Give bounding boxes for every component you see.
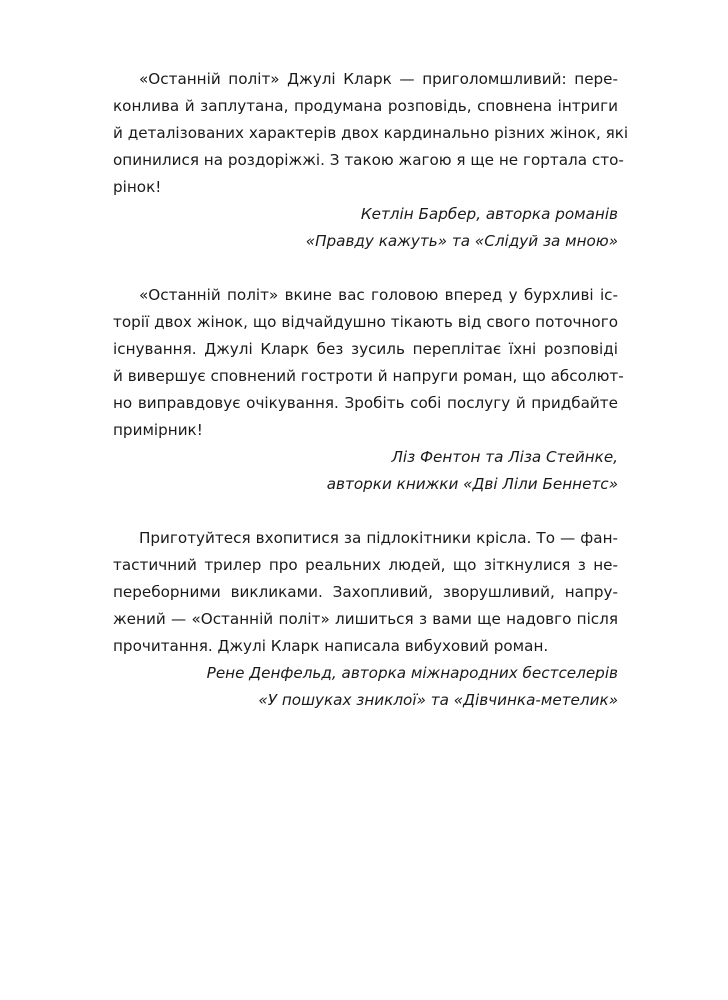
attribution-line: Ліз Фентон та Ліза Стейнке,: [391, 448, 618, 466]
review-line: примірник!: [113, 421, 203, 439]
spacer: [113, 498, 618, 525]
review-line: опинилися на роздоріжжі. З такою жагою я ще не гортала сто-: [113, 151, 624, 169]
page-body: [113, 66, 629, 714]
review-2-attribution: [113, 444, 618, 498]
attribution-line: «Правду кажуть» та «Слідуй за мною»: [305, 232, 618, 250]
review-3-attribution: [113, 660, 618, 714]
spacer: [113, 255, 618, 282]
review-line: жений — «Останній політ» лишиться з вами ще надовго після: [113, 610, 618, 628]
review-line: «Останній політ» Джулі Кларк — приголомшливий: пере-: [139, 70, 618, 88]
attribution-line: авторки книжки «Дві Ліли Беннетс»: [326, 475, 618, 493]
review-1: [113, 66, 629, 255]
review-line: торії двох жінок, що відчайдушно тікають від свого поточного: [113, 313, 618, 331]
attribution-line: Рене Денфельд, авторка міжнародних бестселерів: [206, 664, 618, 682]
review-line: Приготуйтеся вхопитися за підлокітники крісла. То — фан-: [139, 529, 618, 547]
review-3-text: [113, 525, 618, 660]
review-line: існування. Джулі Кларк без зусиль переплітає їхні розповіді: [113, 340, 618, 358]
review-line: «Останній політ» вкине вас головою вперед у бурхливі іс-: [139, 286, 618, 304]
attribution-line: «У пошуках зниклої» та «Дівчинка-метелик»: [258, 691, 618, 709]
review-3: [113, 525, 618, 714]
review-line: й деталізованих характерів двох кардинально різних жінок, які: [113, 124, 629, 142]
review-2-text: [113, 282, 624, 444]
review-line: прочитання. Джулі Кларк написала вибуховий роман.: [113, 637, 549, 655]
review-line: рінок!: [113, 178, 162, 196]
attribution-line: Кетлін Барбер, авторка романів: [360, 205, 618, 223]
review-1-text: [113, 66, 629, 201]
review-line: но виправдовує очікування. Зробіть собі послугу й придбайте: [113, 394, 618, 412]
review-line: переборними викликами. Захопливий, зворушливий, напру-: [113, 583, 618, 601]
review-line: конлива й заплутана, продумана розповідь, сповнена інтриги: [113, 97, 618, 115]
review-line: тастичний трилер про реальних людей, що зіткнулися з не-: [113, 556, 618, 574]
review-2: [113, 282, 624, 498]
review-line: й вивершує сповнений гостроти й напруги роман, що абсолют-: [113, 367, 624, 385]
review-1-attribution: [113, 201, 618, 255]
